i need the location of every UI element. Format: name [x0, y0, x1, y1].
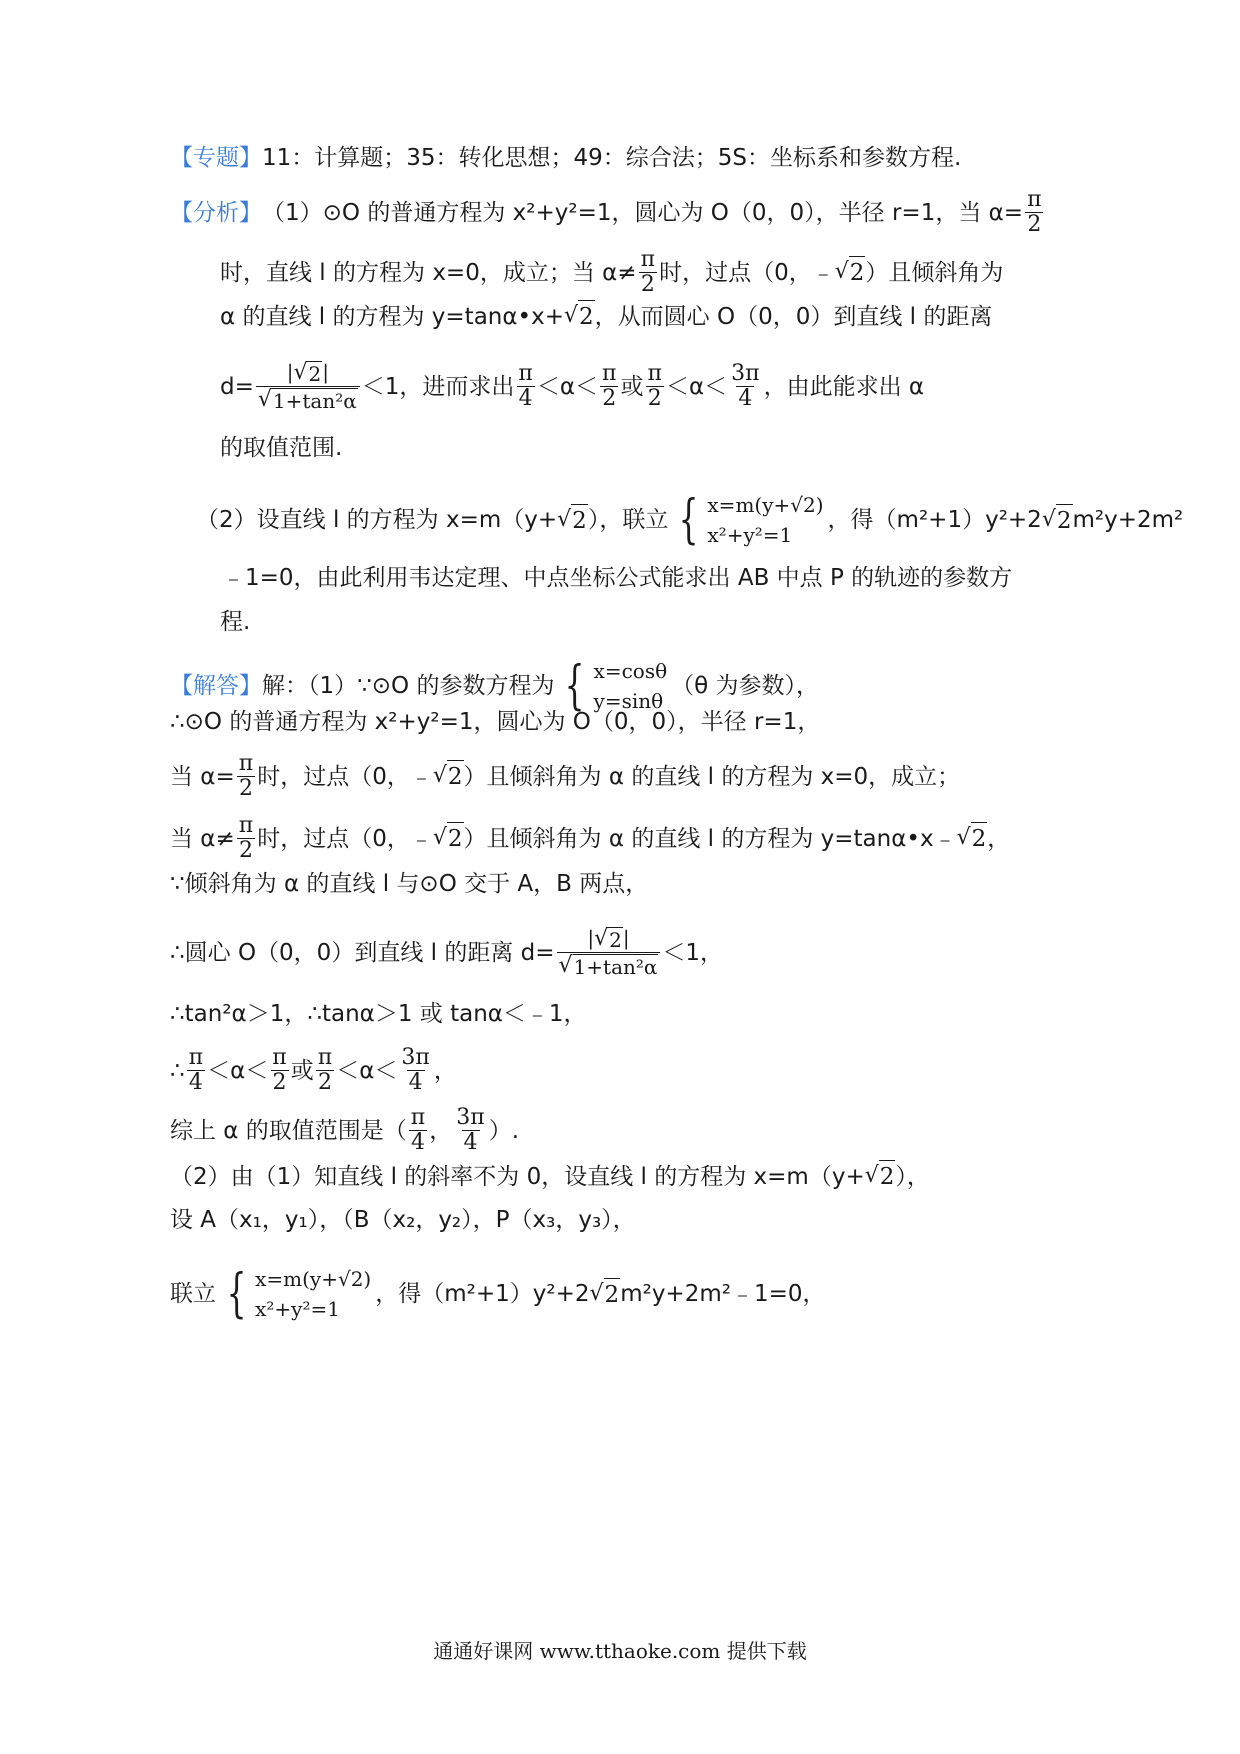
answer-text: （θ 为参数）， — [671, 673, 820, 699]
sqrt-2: √ 2 — [865, 1160, 896, 1193]
answer-text: （2）由（1）知直线 l 的斜率不为 0，设直线 l 的方程为 x=m（y+ — [170, 1163, 865, 1190]
numerator: π — [188, 1045, 204, 1070]
sqrt-2: √ 2 — [433, 760, 464, 793]
distance-fraction — [256, 360, 360, 413]
inequality: ＜α＜ — [207, 1057, 269, 1084]
answer-text: 当 α= — [170, 763, 235, 790]
numerator: π — [317, 1045, 333, 1070]
answer-text: ∴⊙O 的普通方程为 x²+y²=1，圆心为 O（0，0），半径 r=1， — [170, 709, 821, 735]
topic-text: 11：计算题；35：转化思想；49：综合法；5S：坐标系和参数方程. — [262, 145, 962, 171]
analysis-line-6 — [196, 490, 1183, 550]
numerator: 3π — [731, 361, 760, 386]
radicand: 2 — [308, 362, 322, 386]
analysis-text: ﹣1=0，由此利用韦达定理、中点坐标公式能求出 AB 中点 P 的轨迹的参数方 — [222, 565, 1013, 591]
answer-text: 时，过点（0，﹣ — [257, 825, 433, 852]
denominator: 4 — [408, 1070, 423, 1095]
inequality: ＜α＜ — [665, 373, 728, 400]
numerator: 3π — [401, 1045, 430, 1070]
analysis-text: α 的直线 l 的方程为 y=tanα•x+ — [220, 303, 564, 330]
denominator: 2 — [1027, 212, 1042, 237]
denominator: 4 — [411, 1130, 426, 1155]
denominator: 4 — [463, 1130, 478, 1155]
analysis-text: ），联立 — [587, 507, 669, 533]
fraction-pi-over-2 — [237, 814, 255, 863]
analysis-text: 的取值范围. — [220, 435, 343, 461]
radicand: 2 — [971, 822, 988, 855]
fraction-pi-over-4 — [187, 1046, 205, 1095]
answer-text: ）， — [895, 1163, 930, 1190]
analysis-tag: 【分析】 — [170, 199, 262, 226]
numerator: π — [410, 1105, 426, 1130]
radicand: 1+tan²α — [272, 389, 357, 413]
answer-text: 设 A（x₁，y₁），（B（x₂，y₂），P（x₃，y₃）， — [170, 1207, 636, 1233]
denominator: 2 — [602, 386, 617, 411]
analysis-line-8 — [220, 606, 250, 638]
answer-text: 时，过点（0，﹣ — [257, 763, 433, 790]
denominator: 2 — [640, 272, 655, 297]
answer-text: 综上 α 的取值范围是（ — [170, 1117, 407, 1144]
sqrt-2: √ 2 — [594, 926, 622, 952]
system-row: x=cosθ — [593, 659, 668, 683]
numerator: π — [647, 361, 662, 386]
system-row: y=sinθ — [593, 689, 664, 713]
inequality: ＜α＜ — [536, 373, 599, 400]
radicand: 2 — [1056, 504, 1073, 537]
analysis-text: 程. — [220, 609, 251, 635]
denominator: 4 — [518, 386, 533, 411]
fraction-pi-over-4 — [409, 1106, 427, 1155]
answer-text: ∵倾斜角为 α 的直线 l 与⊙O 交于 A，B 两点， — [170, 871, 649, 897]
sqrt-2: √ 2 — [557, 504, 588, 537]
system-row: x²+y²=1 — [255, 1297, 340, 1321]
analysis-line-4 — [220, 360, 924, 413]
fraction-pi-over-2 — [1025, 188, 1043, 237]
brace: { — [565, 656, 585, 716]
denominator: 2 — [647, 386, 662, 411]
radicand: 1+tan²α — [573, 955, 658, 979]
radicand: 2 — [879, 1160, 896, 1193]
system-row: x=m(y+√2) — [707, 493, 824, 517]
answer-line-7 — [170, 998, 587, 1030]
answer-text: ， — [433, 1057, 457, 1084]
denominator: 2 — [238, 776, 253, 801]
brace: { — [226, 1264, 247, 1324]
answer-line-10 — [170, 1160, 930, 1193]
radicand: 2 — [604, 1278, 621, 1311]
system-rows — [255, 1264, 371, 1324]
radicand: 2 — [571, 504, 588, 537]
sqrt-denominator: √ 1+tan²α — [558, 953, 658, 979]
analysis-line-5 — [220, 432, 342, 464]
distance-fraction — [557, 926, 661, 979]
page-footer: 通通好课网 www.tthaoke.com 提供下载 — [433, 1639, 807, 1663]
analysis-text: 或 — [620, 373, 644, 400]
answer-line-2 — [170, 706, 820, 738]
analysis-text: ，由此能求出 α — [763, 373, 925, 400]
analysis-text: 时，直线 l 的方程为 x=0，成立；当 α≠ — [220, 259, 637, 286]
abs-bar: | — [587, 926, 595, 950]
analysis-text: ）且倾斜角为 — [865, 259, 1004, 286]
numerator: π — [1027, 187, 1042, 212]
system-row: x=m(y+√2) — [255, 1267, 372, 1291]
answer-tag: 【解答】 — [170, 673, 262, 699]
numerator: π — [238, 751, 254, 776]
answer-line-12 — [170, 1264, 826, 1324]
fraction-pi-over-2 — [316, 1046, 334, 1095]
answer-text: 或 — [290, 1057, 314, 1084]
abs-bar: | — [622, 926, 630, 950]
sqrt-2: √ 2 — [293, 360, 322, 386]
abs-bar: | — [286, 360, 294, 384]
radicand: 2 — [578, 300, 595, 333]
fraction-3pi-over-4 — [399, 1046, 431, 1095]
answer-line-4 — [170, 814, 1010, 863]
system-rows — [707, 490, 823, 550]
answer-line-3 — [170, 752, 960, 801]
denominator: 4 — [738, 386, 753, 411]
answer-line-6 — [170, 926, 723, 979]
fraction-pi-over-2 — [646, 362, 664, 411]
answer-text: ， — [429, 1117, 453, 1144]
denominator: 4 — [188, 1070, 203, 1095]
denominator: 2 — [272, 1070, 287, 1095]
numerator: π — [640, 247, 656, 272]
numerator: 3π — [456, 1105, 485, 1130]
radicand: 2 — [609, 928, 622, 952]
system-row: x²+y²=1 — [707, 523, 793, 547]
analysis-text: ＜1，进而求出 — [361, 373, 515, 400]
sqrt-2: √ 2 — [835, 256, 866, 289]
answer-line-8 — [170, 1046, 457, 1095]
answer-text: ）且倾斜角为 α 的直线 l 的方程为 x=0，成立； — [463, 763, 961, 790]
answer-text: ）且倾斜角为 α 的直线 l 的方程为 y=tanα•x﹣ — [463, 825, 957, 852]
sqrt-denominator: √ 1+tan²α — [257, 387, 357, 413]
equation-system — [220, 1264, 371, 1324]
m-squared: m² — [1072, 507, 1105, 533]
radicand: 2 — [447, 822, 464, 855]
radicand: 2 — [447, 760, 464, 793]
topic-tag: 【专题】 — [170, 145, 262, 171]
analysis-text: 时，过点（0，﹣ — [659, 259, 835, 286]
numerator — [585, 926, 631, 952]
fraction-pi-over-2 — [237, 752, 255, 801]
sqrt-2: √ 2 — [590, 1278, 621, 1311]
answer-line-5 — [170, 868, 648, 900]
analysis-text: y+2m² — [1104, 507, 1184, 533]
abs-bar: | — [322, 360, 329, 384]
answer-text: ∴圆心 O（0，0）到直线 l 的距离 d= — [170, 939, 555, 966]
analysis-text: （2）设直线 l 的方程为 x=m（y+ — [196, 507, 558, 533]
topic-line — [170, 142, 961, 174]
answer-line-11 — [170, 1204, 636, 1236]
answer-text: 当 α≠ — [170, 825, 235, 852]
denominator — [256, 386, 360, 413]
denominator — [557, 952, 661, 979]
fraction-pi-over-2 — [600, 362, 618, 411]
analysis-line-7 — [222, 562, 1012, 594]
analysis-text: ，得（m²+1）y²+2 — [827, 507, 1042, 533]
analysis-text: d= — [220, 373, 254, 400]
fraction-pi-over-2 — [639, 248, 657, 297]
analysis-line-1 — [170, 188, 1046, 237]
analysis-line-2 — [220, 248, 1003, 297]
brace: { — [678, 490, 699, 550]
sqrt-2: √ 2 — [433, 822, 464, 855]
m-squared: m² — [620, 1281, 652, 1307]
numerator: π — [238, 813, 254, 838]
answer-text: ）. — [488, 1117, 520, 1144]
analysis-text: ，从而圆心 O（0，0）到直线 l 的距离 — [594, 303, 993, 330]
fraction-pi-over-2 — [270, 1046, 288, 1095]
answer-text: ，得（m²+1）y²+2 — [375, 1281, 590, 1307]
radicand: 2 — [849, 256, 866, 289]
sqrt-2: √ 2 — [957, 822, 988, 855]
denominator: 2 — [238, 838, 253, 863]
answer-text: ＜1， — [662, 939, 724, 966]
analysis-line-3 — [220, 300, 992, 333]
numerator: π — [602, 361, 617, 386]
answer-text: y+2m²﹣1=0， — [651, 1281, 826, 1307]
answer-text: 解：（1）∵⊙O 的参数方程为 — [262, 673, 555, 699]
numerator: π — [518, 361, 533, 386]
numerator: π — [272, 1045, 287, 1070]
answer-text: ， — [987, 825, 1011, 852]
sqrt-2: √ 2 — [564, 300, 595, 333]
denominator: 2 — [317, 1070, 332, 1095]
equation-system — [672, 490, 823, 550]
answer-text: 联立 — [170, 1281, 216, 1307]
answer-line-9 — [170, 1106, 519, 1155]
fraction-pi-over-4 — [516, 362, 534, 411]
answer-text: ∴tan²α＞1，∴tanα＞1 或 tanα＜﹣1， — [170, 1001, 587, 1027]
fraction-3pi-over-4 — [454, 1106, 486, 1155]
sqrt-2: √ 2 — [1042, 504, 1073, 537]
numerator — [285, 360, 331, 386]
fraction-3pi-over-4 — [729, 362, 761, 411]
inequality: ＜α＜ — [336, 1057, 398, 1084]
answer-text: ∴ — [170, 1057, 185, 1084]
analysis-text: （1）⊙O 的普通方程为 x²+y²=1，圆心为 O（0，0），半径 r=1，当 α= — [262, 199, 1024, 226]
